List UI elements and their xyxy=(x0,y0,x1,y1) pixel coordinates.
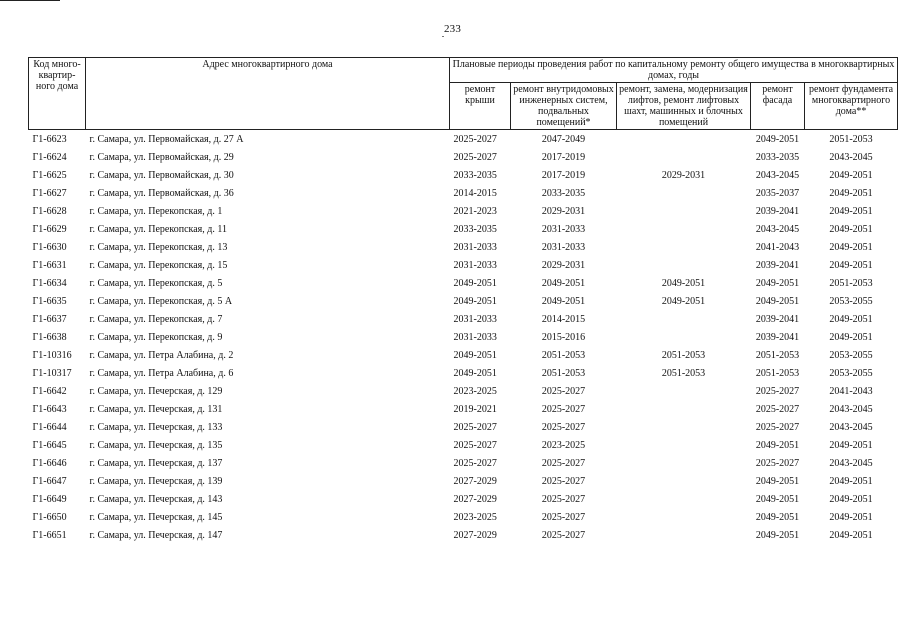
table-row xyxy=(29,472,898,490)
cell-facade: 2025-2027 xyxy=(755,457,800,469)
header-facade: ремонт фасада xyxy=(751,83,805,130)
cell-address: г. Самара, ул. Первомайская, д. 30 xyxy=(89,169,234,181)
cell-engineering: 2015-2016 xyxy=(541,331,586,343)
cell-code: Г1-10316 xyxy=(32,349,72,361)
cell-roof: 2031-2033 xyxy=(453,313,497,325)
cell-address: г. Самара, ул. Печерская, д. 129 xyxy=(89,385,223,397)
cell-code: Г1-6649 xyxy=(32,493,67,505)
cell-facade: 2049-2051 xyxy=(755,295,800,307)
cell-address: г. Самара, ул. Перекопская, д. 5 xyxy=(89,277,223,289)
cell-foundation: 2053-2055 xyxy=(829,295,873,307)
cell-code: Г1-6651 xyxy=(32,529,67,541)
cell-facade: 2049-2051 xyxy=(755,439,800,451)
cell-foundation: 2049-2051 xyxy=(829,223,873,235)
cell-lifts xyxy=(617,418,751,436)
header-roof: ремонт крыши xyxy=(450,83,511,130)
cell-facade: 2051-2053 xyxy=(755,367,800,379)
table-row xyxy=(29,220,898,238)
cell-roof: 2033-2035 xyxy=(453,169,497,181)
cell-engineering: 2025-2027 xyxy=(541,385,586,397)
cell-address: г. Самара, ул. Петра Алабина, д. 2 xyxy=(89,349,234,361)
cell-facade: 2025-2027 xyxy=(755,421,800,433)
cell-roof: 2027-2029 xyxy=(453,475,497,487)
cell-foundation: 2041-2043 xyxy=(829,385,873,397)
cell-address: г. Самара, ул. Печерская, д. 143 xyxy=(89,493,223,505)
cell-foundation: 2049-2051 xyxy=(829,205,873,217)
cell-address: г. Самара, ул. Перекопская, д. 15 xyxy=(89,259,228,271)
cell-lifts: 2029-2031 xyxy=(661,169,706,181)
cell-address: г. Самара, ул. Печерская, д. 139 xyxy=(89,475,223,487)
cell-lifts xyxy=(617,490,751,508)
cell-roof: 2049-2051 xyxy=(453,367,497,379)
cell-foundation: 2049-2051 xyxy=(829,169,873,181)
cell-code: Г1-6627 xyxy=(32,187,67,199)
table-row xyxy=(29,418,898,436)
cell-facade: 2041-2043 xyxy=(755,241,800,253)
cell-roof: 2025-2027 xyxy=(453,457,497,469)
table-row xyxy=(29,274,898,292)
cell-lifts xyxy=(617,184,751,202)
cell-facade: 2043-2045 xyxy=(755,169,800,181)
table-row xyxy=(29,364,898,382)
cell-lifts xyxy=(617,310,751,328)
cell-address: г. Самара, ул. Печерская, д. 137 xyxy=(89,457,223,469)
cell-facade: 2049-2051 xyxy=(755,277,800,289)
cell-lifts: 2051-2053 xyxy=(661,349,706,361)
header-address: Адрес многоквартирного дома xyxy=(86,58,450,130)
cell-roof: 2033-2035 xyxy=(453,223,497,235)
cell-foundation: 2051-2053 xyxy=(829,133,873,145)
cell-foundation: 2049-2051 xyxy=(829,475,873,487)
table-row xyxy=(29,148,898,166)
cell-address: г. Самара, ул. Первомайская, д. 27 А xyxy=(89,133,244,145)
table-row xyxy=(29,508,898,526)
cell-roof: 2025-2027 xyxy=(453,151,497,163)
cell-foundation: 2049-2051 xyxy=(829,331,873,343)
cell-foundation: 2049-2051 xyxy=(829,187,873,199)
cell-roof: 2027-2029 xyxy=(453,529,497,541)
cell-engineering: 2029-2031 xyxy=(541,259,586,271)
cell-lifts xyxy=(617,526,751,544)
cell-engineering: 2025-2027 xyxy=(541,493,586,505)
cell-address: г. Самара, ул. Перекопская, д. 1 xyxy=(89,205,223,217)
cell-address: г. Самара, ул. Первомайская, д. 29 xyxy=(89,151,234,163)
cell-address: г. Самара, ул. Перекопская, д. 11 xyxy=(89,223,227,235)
table-row xyxy=(29,292,898,310)
table-row xyxy=(29,454,898,472)
cell-lifts xyxy=(617,454,751,472)
cell-code: Г1-6634 xyxy=(32,277,67,289)
capital-repair-table xyxy=(28,57,898,544)
cell-lifts xyxy=(617,328,751,346)
cell-facade: 2049-2051 xyxy=(755,511,800,523)
header-lifts: ремонт, замена, модернизация лифтов, ремонт лифтовых шахт, машинных и блочных помещений xyxy=(617,83,751,130)
cell-engineering: 2049-2051 xyxy=(541,277,586,289)
top-rule xyxy=(0,0,60,1)
cell-address: г. Самара, ул. Печерская, д. 147 xyxy=(89,529,223,541)
cell-engineering: 2025-2027 xyxy=(541,457,586,469)
cell-code: Г1-6642 xyxy=(32,385,67,397)
cell-address: г. Самара, ул. Перекопская, д. 13 xyxy=(89,241,228,253)
cell-lifts xyxy=(617,220,751,238)
cell-lifts: 2049-2051 xyxy=(661,295,706,307)
cell-lifts: 2049-2051 xyxy=(661,277,706,289)
table-row xyxy=(29,400,898,418)
cell-code: Г1-6631 xyxy=(32,259,67,271)
cell-roof: 2021-2023 xyxy=(453,205,497,217)
cell-facade: 2039-2041 xyxy=(755,205,800,217)
cell-lifts xyxy=(617,148,751,166)
cell-roof: 2049-2051 xyxy=(453,277,497,289)
table-row xyxy=(29,346,898,364)
cell-foundation: 2049-2051 xyxy=(829,511,873,523)
cell-facade: 2033-2035 xyxy=(755,151,800,163)
table-row xyxy=(29,256,898,274)
cell-engineering: 2025-2027 xyxy=(541,421,586,433)
cell-lifts: 2051-2053 xyxy=(661,367,706,379)
cell-roof: 2031-2033 xyxy=(453,331,497,343)
cell-roof: 2027-2029 xyxy=(453,493,497,505)
cell-foundation: 2051-2053 xyxy=(829,277,873,289)
header-engineering: ремонт внутридомовых инженерных систем, подвальных помещений* xyxy=(511,83,617,130)
cell-roof: 2023-2025 xyxy=(453,511,497,523)
cell-facade: 2025-2027 xyxy=(755,403,800,415)
cell-facade: 2039-2041 xyxy=(755,313,800,325)
table-row xyxy=(29,382,898,400)
cell-foundation: 2049-2051 xyxy=(829,439,873,451)
cell-lifts xyxy=(617,256,751,274)
cell-engineering: 2029-2031 xyxy=(541,205,586,217)
cell-lifts xyxy=(617,436,751,454)
cell-foundation: 2049-2051 xyxy=(829,259,873,271)
cell-code: Г1-6630 xyxy=(32,241,67,253)
cell-code: Г1-6629 xyxy=(32,223,67,235)
cell-engineering: 2025-2027 xyxy=(541,529,586,541)
cell-address: г. Самара, ул. Печерская, д. 133 xyxy=(89,421,223,433)
cell-code: Г1-6643 xyxy=(32,403,67,415)
table-row xyxy=(29,238,898,256)
cell-code: Г1-6637 xyxy=(32,313,67,325)
cell-address: г. Самара, ул. Печерская, д. 135 xyxy=(89,439,223,451)
cell-foundation: 2049-2051 xyxy=(829,529,873,541)
cell-engineering: 2051-2053 xyxy=(541,349,586,361)
cell-foundation: 2049-2051 xyxy=(829,493,873,505)
cell-address: г. Самара, ул. Перекопская, д. 5 А xyxy=(89,295,233,307)
cell-lifts xyxy=(617,202,751,220)
cell-code: Г1-6645 xyxy=(32,439,67,451)
cell-foundation: 2053-2055 xyxy=(829,349,873,361)
cell-engineering: 2014-2015 xyxy=(541,313,586,325)
cell-facade: 2049-2051 xyxy=(755,493,800,505)
cell-code: Г1-6625 xyxy=(32,169,67,181)
header-periods: Плановые периоды проведения работ по капитальному ремонту общего имущества в многоквартирных домах, годы xyxy=(450,58,898,83)
cell-code: Г1-6628 xyxy=(32,205,67,217)
cell-foundation: 2053-2055 xyxy=(829,367,873,379)
cell-facade: 2039-2041 xyxy=(755,331,800,343)
cell-foundation: 2049-2051 xyxy=(829,313,873,325)
cell-roof: 2019-2021 xyxy=(453,403,497,415)
cell-foundation: 2049-2051 xyxy=(829,241,873,253)
cell-lifts xyxy=(617,382,751,400)
cell-lifts xyxy=(617,130,751,149)
cell-engineering: 2017-2019 xyxy=(541,169,586,181)
header-foundation: ремонт фундамента многоквартирного дома** xyxy=(805,83,898,130)
cell-roof: 2031-2033 xyxy=(453,241,497,253)
cell-roof: 2049-2051 xyxy=(453,295,497,307)
cell-foundation: 2043-2045 xyxy=(829,457,873,469)
cell-address: г. Самара, ул. Печерская, д. 131 xyxy=(89,403,223,415)
header-code: Код много-квартир-ного дома xyxy=(29,58,86,130)
cell-code: Г1-6638 xyxy=(32,331,67,343)
page-number: 233 xyxy=(443,23,462,35)
cell-engineering: 2051-2053 xyxy=(541,367,586,379)
table-row xyxy=(29,328,898,346)
cell-code: Г1-6644 xyxy=(32,421,67,433)
cell-lifts xyxy=(617,238,751,256)
cell-engineering: 2017-2019 xyxy=(541,151,586,163)
cell-roof: 2049-2051 xyxy=(453,349,497,361)
cell-foundation: 2043-2045 xyxy=(829,151,873,163)
table-row xyxy=(29,184,898,202)
cell-engineering: 2025-2027 xyxy=(541,511,586,523)
cell-code: Г1-6646 xyxy=(32,457,67,469)
table-row xyxy=(29,202,898,220)
cell-engineering: 2025-2027 xyxy=(541,475,586,487)
cell-address: г. Самара, ул. Перекопская, д. 7 xyxy=(89,313,223,325)
table-row xyxy=(29,490,898,508)
cell-code: Г1-10317 xyxy=(32,367,72,379)
cell-code: Г1-6635 xyxy=(32,295,67,307)
table-row xyxy=(29,166,898,184)
cell-code: Г1-6650 xyxy=(32,511,67,523)
cell-code: Г1-6647 xyxy=(32,475,67,487)
cell-lifts xyxy=(617,400,751,418)
cell-facade: 2049-2051 xyxy=(755,475,800,487)
cell-engineering: 2023-2025 xyxy=(541,439,586,451)
cell-roof: 2014-2015 xyxy=(453,187,497,199)
table-row xyxy=(29,526,898,544)
cell-engineering: 2033-2035 xyxy=(541,187,586,199)
table-body xyxy=(29,130,898,545)
cell-engineering: 2049-2051 xyxy=(541,295,586,307)
cell-address: г. Самара, ул. Петра Алабина, д. 6 xyxy=(89,367,234,379)
table-row xyxy=(29,436,898,454)
cell-engineering: 2031-2033 xyxy=(541,223,586,235)
cell-facade: 2049-2051 xyxy=(755,529,800,541)
cell-code: Г1-6623 xyxy=(32,133,67,145)
table-row xyxy=(29,310,898,328)
cell-address: г. Самара, ул. Первомайская, д. 36 xyxy=(89,187,234,199)
cell-foundation: 2043-2045 xyxy=(829,421,873,433)
scan-speck xyxy=(442,36,444,37)
cell-lifts xyxy=(617,508,751,526)
cell-lifts xyxy=(617,472,751,490)
cell-engineering: 2031-2033 xyxy=(541,241,586,253)
cell-facade: 2025-2027 xyxy=(755,385,800,397)
cell-facade: 2035-2037 xyxy=(755,187,800,199)
cell-roof: 2023-2025 xyxy=(453,385,497,397)
cell-roof: 2031-2033 xyxy=(453,259,497,271)
cell-facade: 2049-2051 xyxy=(755,133,800,145)
cell-roof: 2025-2027 xyxy=(453,439,497,451)
cell-roof: 2025-2027 xyxy=(453,133,497,145)
cell-engineering: 2025-2027 xyxy=(541,403,586,415)
cell-facade: 2043-2045 xyxy=(755,223,800,235)
cell-roof: 2025-2027 xyxy=(453,421,497,433)
cell-address: г. Самара, ул. Перекопская, д. 9 xyxy=(89,331,223,343)
cell-facade: 2039-2041 xyxy=(755,259,800,271)
cell-facade: 2051-2053 xyxy=(755,349,800,361)
cell-code: Г1-6624 xyxy=(32,151,67,163)
cell-address: г. Самара, ул. Печерская, д. 145 xyxy=(89,511,223,523)
cell-engineering: 2047-2049 xyxy=(541,133,586,145)
table-row xyxy=(29,130,898,149)
cell-foundation: 2043-2045 xyxy=(829,403,873,415)
